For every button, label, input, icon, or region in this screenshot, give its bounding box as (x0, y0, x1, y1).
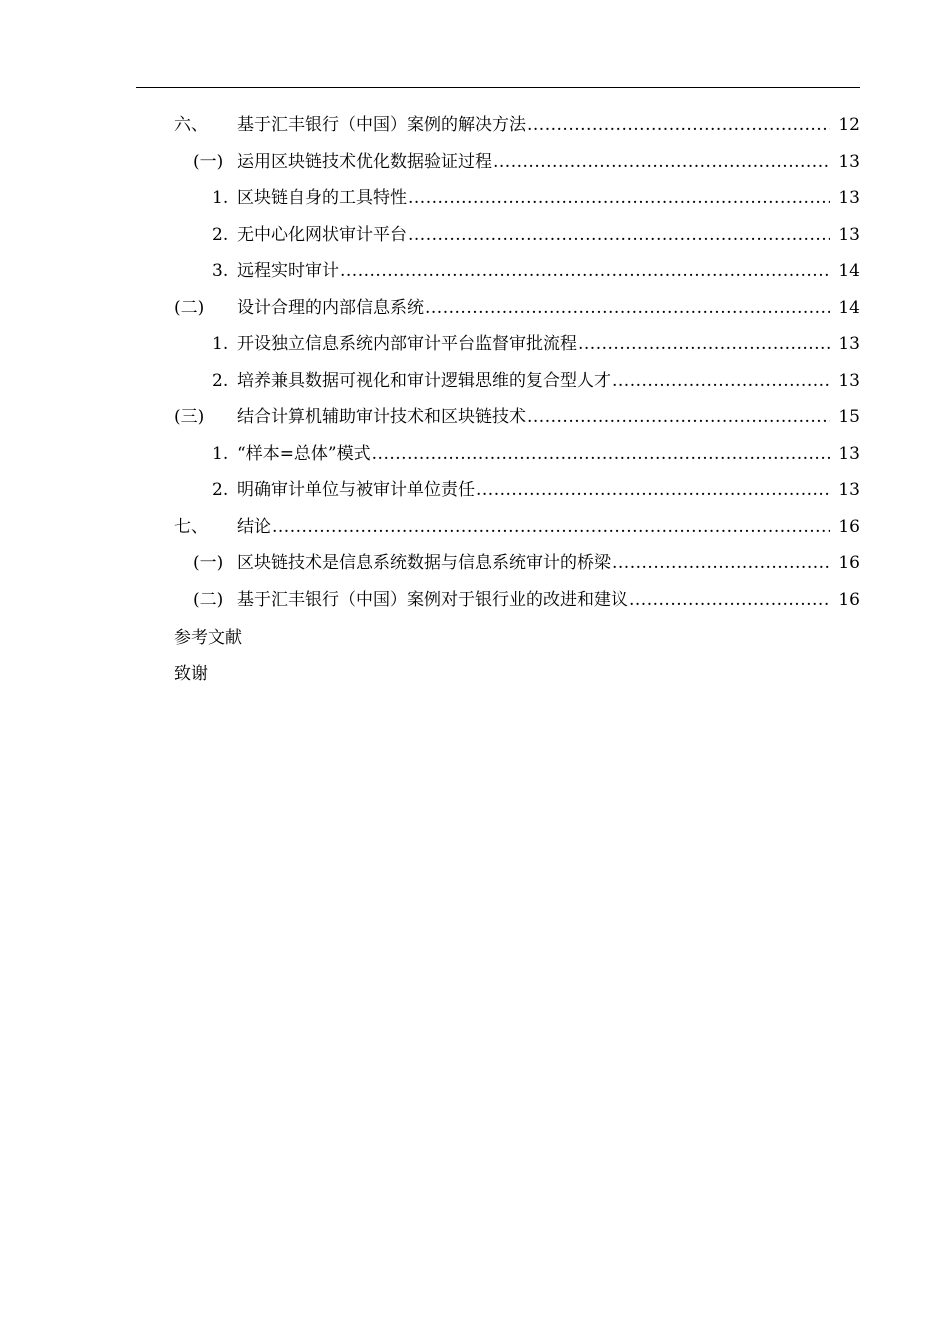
toc-title: 基于汇丰银行（中国）案例对于银行业的改进和建议 (237, 590, 628, 610)
toc-leader (527, 107, 860, 143)
toc-entry[interactable] (0, 253, 950, 289)
toc-title: 区块链自身的工具特性 (237, 188, 407, 208)
header-rule (136, 87, 860, 88)
toc-entry[interactable] (0, 399, 950, 435)
toc-leader (578, 326, 860, 362)
toc-title: 结论 (237, 517, 271, 537)
toc-entry[interactable] (0, 326, 950, 362)
toc-leader (612, 363, 860, 399)
toc-entry[interactable] (0, 180, 950, 216)
toc-number: 1. (212, 444, 229, 464)
toc-leader (340, 253, 860, 289)
toc-entry[interactable] (0, 290, 950, 326)
toc-number: (三) (174, 407, 205, 427)
toc-number: (一) (193, 152, 224, 172)
toc-title: 区块链技术是信息系统数据与信息系统审计的桥梁 (237, 553, 611, 573)
toc-page: 14 (830, 290, 860, 326)
toc-number: 七、 (174, 517, 208, 537)
toc-entry[interactable] (0, 144, 950, 180)
toc-number: (二) (174, 298, 205, 318)
toc-number: 六、 (174, 115, 208, 135)
toc-page: 16 (830, 509, 860, 545)
toc-entry[interactable] (0, 509, 950, 545)
toc-title: 明确审计单位与被审计单位责任 (237, 480, 475, 500)
toc-page: 13 (830, 363, 860, 399)
toc-page: 14 (830, 253, 860, 289)
toc-page: 13 (830, 436, 860, 472)
toc-number: 2. (212, 480, 229, 500)
toc-title: “样本=总体”模式 (237, 444, 371, 464)
toc-number: 1. (212, 334, 229, 354)
toc-entry[interactable] (0, 582, 950, 618)
toc-entry[interactable] (0, 472, 950, 508)
toc-number: (二) (193, 590, 224, 610)
toc-title: 结合计算机辅助审计技术和区块链技术 (237, 407, 526, 427)
toc-number: 3. (212, 261, 229, 281)
toc-page: 13 (830, 180, 860, 216)
toc-number: 2. (212, 225, 229, 245)
toc-page: 15 (830, 399, 860, 435)
toc-page: 12 (830, 107, 860, 143)
toc-leader (493, 144, 860, 180)
toc-entry[interactable] (0, 436, 950, 472)
toc-leader (372, 436, 860, 472)
toc-leader (527, 399, 860, 435)
acknowledgements-entry[interactable]: 致谢 (174, 664, 208, 684)
toc-title: 远程实时审计 (237, 261, 339, 281)
toc-number: 1. (212, 188, 229, 208)
toc-title: 开设独立信息系统内部审计平台监督审批流程 (237, 334, 577, 354)
toc-entry[interactable] (0, 545, 950, 581)
toc-title: 设计合理的内部信息系统 (237, 298, 424, 318)
toc-page: 16 (830, 582, 860, 618)
toc-page: 13 (830, 472, 860, 508)
toc-page: 13 (830, 326, 860, 362)
toc-page: 13 (830, 217, 860, 253)
toc-title: 培养兼具数据可视化和审计逻辑思维的复合型人才 (237, 371, 611, 391)
toc-leader (408, 217, 860, 253)
toc-leader (408, 180, 860, 216)
toc-leader (629, 582, 860, 618)
toc-number: 2. (212, 371, 229, 391)
toc-entry[interactable] (0, 107, 950, 143)
toc-entry[interactable] (0, 217, 950, 253)
references-entry[interactable]: 参考文献 (174, 628, 242, 648)
toc-page: 13 (830, 144, 860, 180)
toc-leader (272, 509, 860, 545)
toc-leader (425, 290, 860, 326)
toc-entry[interactable] (0, 363, 950, 399)
toc-title: 无中心化网状审计平台 (237, 225, 407, 245)
toc-leader (612, 545, 860, 581)
toc-title: 运用区块链技术优化数据验证过程 (237, 152, 492, 172)
toc-number: (一) (193, 553, 224, 573)
toc-page: 16 (830, 545, 860, 581)
toc-title: 基于汇丰银行（中国）案例的解决方法 (237, 115, 526, 135)
toc-leader (476, 472, 860, 508)
